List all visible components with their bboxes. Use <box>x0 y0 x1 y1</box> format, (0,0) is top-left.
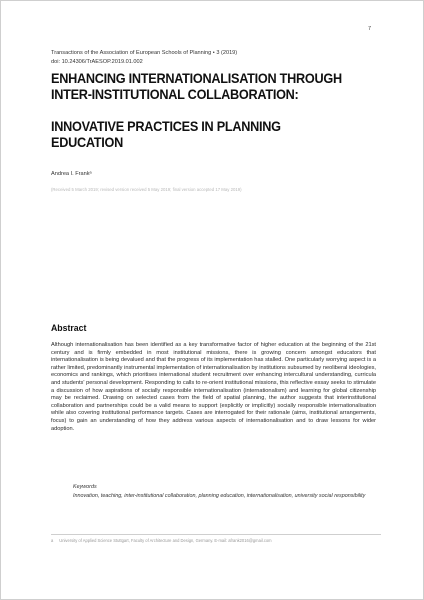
subtitle-line-1: INNOVATIVE PRACTICES IN PLANNING <box>51 119 281 134</box>
author-name: Andrea I. Frankᵃ <box>51 171 92 177</box>
submission-dates: (Received 5 March 2019; revised version received 5 May 2019; final version accepted 17 May 2019) <box>51 187 242 192</box>
paper-subtitle <box>51 119 355 151</box>
paper-title <box>51 71 355 103</box>
footnote-mark: a <box>51 538 54 543</box>
keywords-label: Keywords <box>73 484 97 490</box>
page-number: 7 <box>367 26 371 32</box>
journal-citation: Transactions of the Association of European Schools of Planning • 3 (2019) <box>51 50 238 56</box>
footnote-text: University of Applied Science Stuttgart, Faculty of Architecture and Design, Germany. E-mail: afrank2016@gmail.com <box>59 538 272 543</box>
abstract-heading: Abstract <box>51 323 87 333</box>
subtitle-line-2: EDUCATION <box>51 135 124 150</box>
abstract-body: Although internationalisation has been identified as a key transformative factor of higher education at the beginning of the 21st century and is firmly embedded in most institutional missions, there is growing concern amongst educators that internationalisation is being devalued and that the progress of its implementation has stalled. One particularly worrying aspect is a rather limited, predominantly instrumental implementation of internationalisation by institutions subsumed by neoliberal ideologies, economics and rankings, which prioritises international student recruitment over enhancing intercultural understanding, curricula and students' personal development. Responding to calls to re-orient institutional missions, this reflective essay seeks to stimulate a discussion of how aspirations of socially responsible internationalisation (internationalism) and learning for global citizenship may be reclaimed. Drawing on selected cases from the field of spatial planning, the author suggests that interinstitutional collaboration and partnerships could be a valid means to support (explicitly or implicitly) socially responsible internationalisation while also covering institutional performance targets. Cases are interrogated for their rationale (aims, institutional arrangements, focus) to gain an understanding of how they address various aspects of internationalisation and to draw lessons for wider adoption. <box>51 342 376 432</box>
keywords-list: Innovation, teaching, inter-institutional collaboration, planning education, internationalisation, university social responsibility <box>73 493 366 499</box>
footnote-divider <box>51 534 381 535</box>
author-affiliation-footnote <box>51 538 272 543</box>
title-line-2: INTER-INSTITUTIONAL COLLABORATION: <box>51 87 299 102</box>
doi-line: doi: 10.24306/TrAESOP.2019.01.002 <box>51 59 143 65</box>
title-line-1: ENHANCING INTERNATIONALISATION THROUGH <box>51 71 342 86</box>
